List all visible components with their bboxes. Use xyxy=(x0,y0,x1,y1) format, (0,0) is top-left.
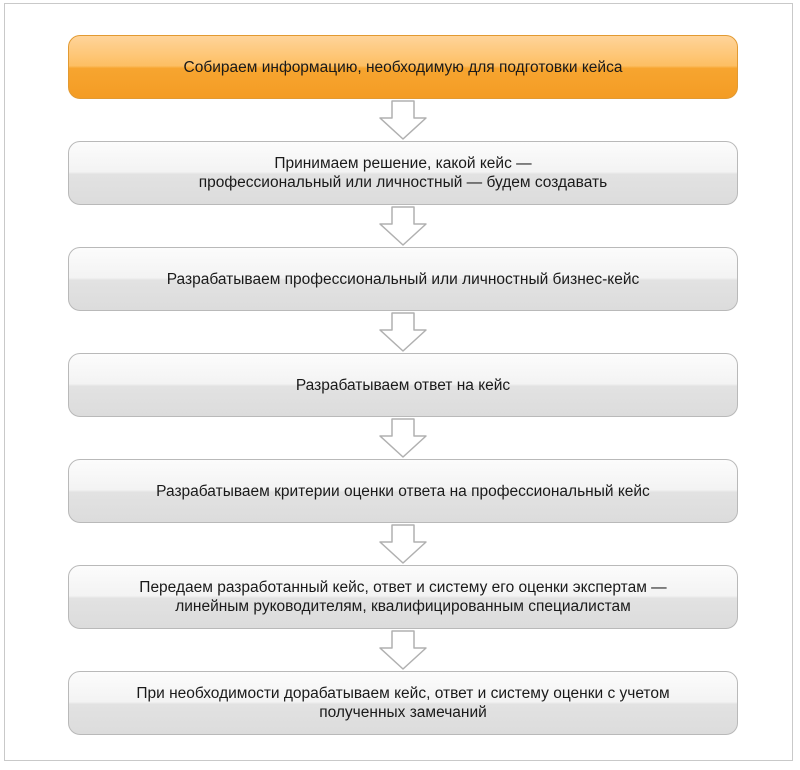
down-arrow-icon xyxy=(378,418,428,458)
step-6-text: Передаем разработанный кейс, ответ и систему его оценки экспертам — линейным руководителям, квалифицированным специалистам xyxy=(139,579,667,615)
step-4-text: Разрабатываем ответ на кейс xyxy=(295,376,511,394)
down-arrow-icon xyxy=(378,524,428,564)
diagram-frame xyxy=(4,3,793,761)
step-3-text: Разрабатываем профессиональный или личностный бизнес-кейс xyxy=(166,270,640,288)
step-1-collect-info xyxy=(68,35,738,99)
down-arrow-icon xyxy=(378,630,428,670)
step-2-text: Принимаем решение, какой кейс — профессиональный или личностный — будем создавать xyxy=(198,155,608,191)
step-2-choose-case-type xyxy=(68,141,738,205)
step-4-develop-answer xyxy=(68,353,738,417)
step-5-develop-criteria xyxy=(68,459,738,523)
step-5-text: Разрабатываем критерии оценки ответа на профессиональный кейс xyxy=(156,482,650,500)
down-arrow-icon xyxy=(378,206,428,246)
step-7-text: При необходимости дорабатываем кейс, ответ и систему оценки с учетом полученных замечаний xyxy=(136,685,670,721)
step-3-develop-case xyxy=(68,247,738,311)
down-arrow-icon xyxy=(378,100,428,140)
step-1-text: Собираем информацию, необходимую для подготовки кейса xyxy=(183,58,623,76)
step-6-send-to-experts xyxy=(68,565,738,629)
down-arrow-icon xyxy=(378,312,428,352)
step-7-revise-case xyxy=(68,671,738,735)
